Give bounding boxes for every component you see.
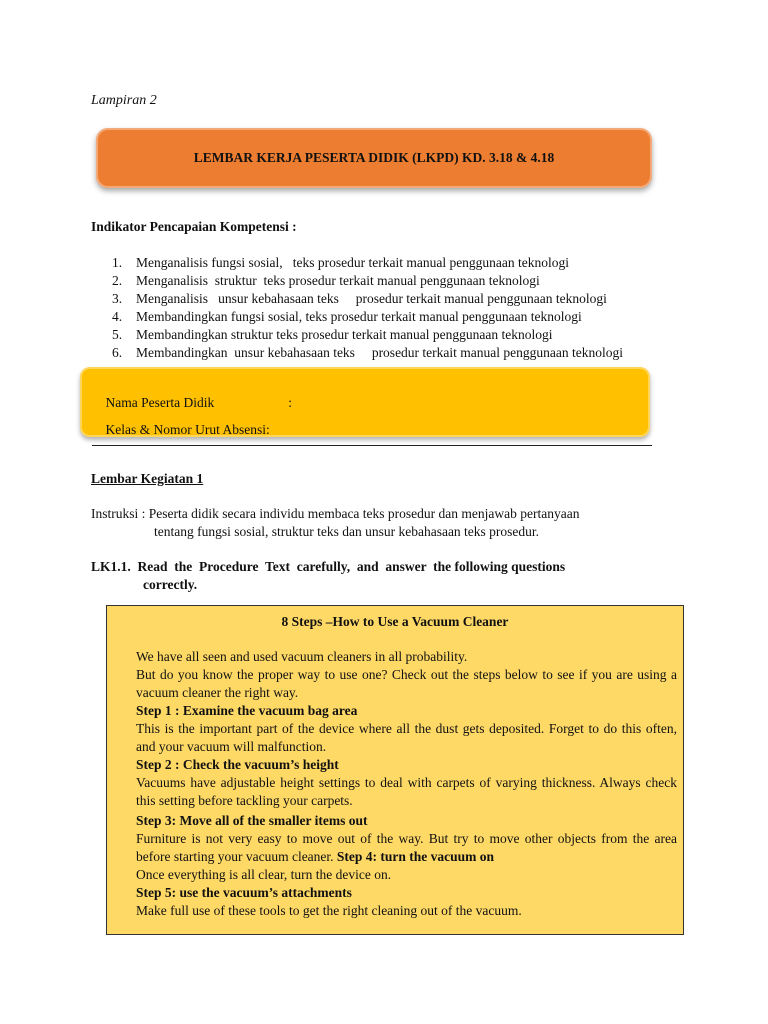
- list-number: 6.: [112, 345, 123, 360]
- student-class-label: Kelas & Nomor Urut Absensi: [105, 422, 266, 437]
- list-text: Menganalisis fungsi sosial, teks prosedur terkait manual penggunaan teknologi: [136, 255, 570, 270]
- list-text: Membandingkan struktur teks prosedur terkait manual penggunaan teknologi: [136, 327, 553, 342]
- lk-line-2: correctly.: [143, 577, 198, 592]
- student-info-box: [80, 367, 650, 437]
- student-class-colon: :: [265, 422, 270, 437]
- lembar-kegiatan-heading: Lembar Kegiatan 1: [91, 471, 204, 486]
- step-5-text: Make full use of these tools to get the right cleaning out of the vacuum.: [136, 903, 522, 918]
- step-4-title: Step 4: turn the vacuum on: [336, 849, 495, 864]
- reading-intro-2: But do you know the proper way to use one? Check out the steps below to see if you are using a vacuum cleaner the right way.: [136, 667, 677, 700]
- indikator-list: [112, 254, 623, 362]
- list-text: Menganalisis struktur teks prosedur terkait manual penggunaan teknologi: [136, 273, 540, 288]
- student-class-row: [92, 406, 270, 454]
- list-text: Membandingkan unsur kebahasaan teks prosedur terkait manual penggunaan teknologi: [136, 345, 623, 360]
- list-item: [112, 254, 623, 272]
- step-3-paragraph: [136, 830, 677, 866]
- step-4-text: Once everything is all clear, turn the device on.: [136, 867, 392, 882]
- instruksi-line-1: Instruksi : Peserta didik secara individu membaca teks prosedur dan menjawab pertanyaan: [91, 506, 580, 521]
- section-divider: [92, 445, 652, 446]
- reading-title: 8 Steps –How to Use a Vacuum Cleaner: [281, 614, 509, 629]
- list-item: [112, 308, 623, 326]
- student-name-label: Nama Peserta Didik: [105, 395, 215, 410]
- reading-intro-1: We have all seen and used vacuum cleaners in all probability.: [136, 649, 468, 664]
- list-text: Menganalisis unsur kebahasaan teks prosedur terkait manual penggunaan teknologi: [136, 291, 607, 306]
- step-1-title: Step 1 : Examine the vacuum bag area: [136, 703, 358, 718]
- list-item: [112, 290, 623, 308]
- list-number: 1.: [112, 255, 123, 270]
- list-item: [112, 272, 623, 290]
- instruksi-text: [91, 505, 579, 541]
- lampiran-label: Lampiran 2: [91, 93, 157, 108]
- step-3-title: Step 3: Move all of the smaller items out: [136, 813, 368, 828]
- list-number: 4.: [112, 309, 123, 324]
- reading-text-box: [106, 605, 684, 935]
- step-2-text: Vacuums have adjustable height settings to deal with carpets of varying thickness. Always check this setting before tackling your carpets.: [136, 775, 677, 808]
- list-text: Membandingkan fungsi sosial, teks prosedur terkait manual penggunaan teknologi: [136, 309, 582, 324]
- list-item: [112, 344, 623, 362]
- lk-instruction: [91, 558, 631, 594]
- reading-body: [136, 648, 677, 920]
- instruksi-line-2: tentang fungsi sosial, struktur teks dan unsur kebahasaan teks prosedur.: [154, 524, 540, 539]
- student-name-colon: :: [288, 395, 292, 410]
- worksheet-title: LEMBAR KERJA PESERTA DIDIK (LKPD) KD. 3.18 & 4.18: [193, 150, 555, 165]
- step-1-text: This is the important part of the device where all the dust gets deposited. Forget to do this often, and your vacuum will malfunction.: [136, 721, 677, 754]
- step-2-title: Step 2 : Check the vacuum’s height: [136, 757, 339, 772]
- lk-line-1: LK1.1. Read the Procedure Text carefully, and answer the following questions: [91, 559, 566, 574]
- worksheet-title-banner: [96, 128, 652, 188]
- list-number: 3.: [112, 291, 123, 306]
- list-number: 5.: [112, 327, 123, 342]
- list-number: 2.: [112, 273, 123, 288]
- indikator-heading: Indikator Pencapaian Kompetensi :: [91, 219, 297, 234]
- step-5-title: Step 5: use the vacuum’s attachments: [136, 885, 352, 900]
- list-item: [112, 326, 623, 344]
- step-3-text: Furniture is not very easy to move out of the way. But try to move other objects from the area before starting your vacuum cleaner.: [136, 831, 677, 864]
